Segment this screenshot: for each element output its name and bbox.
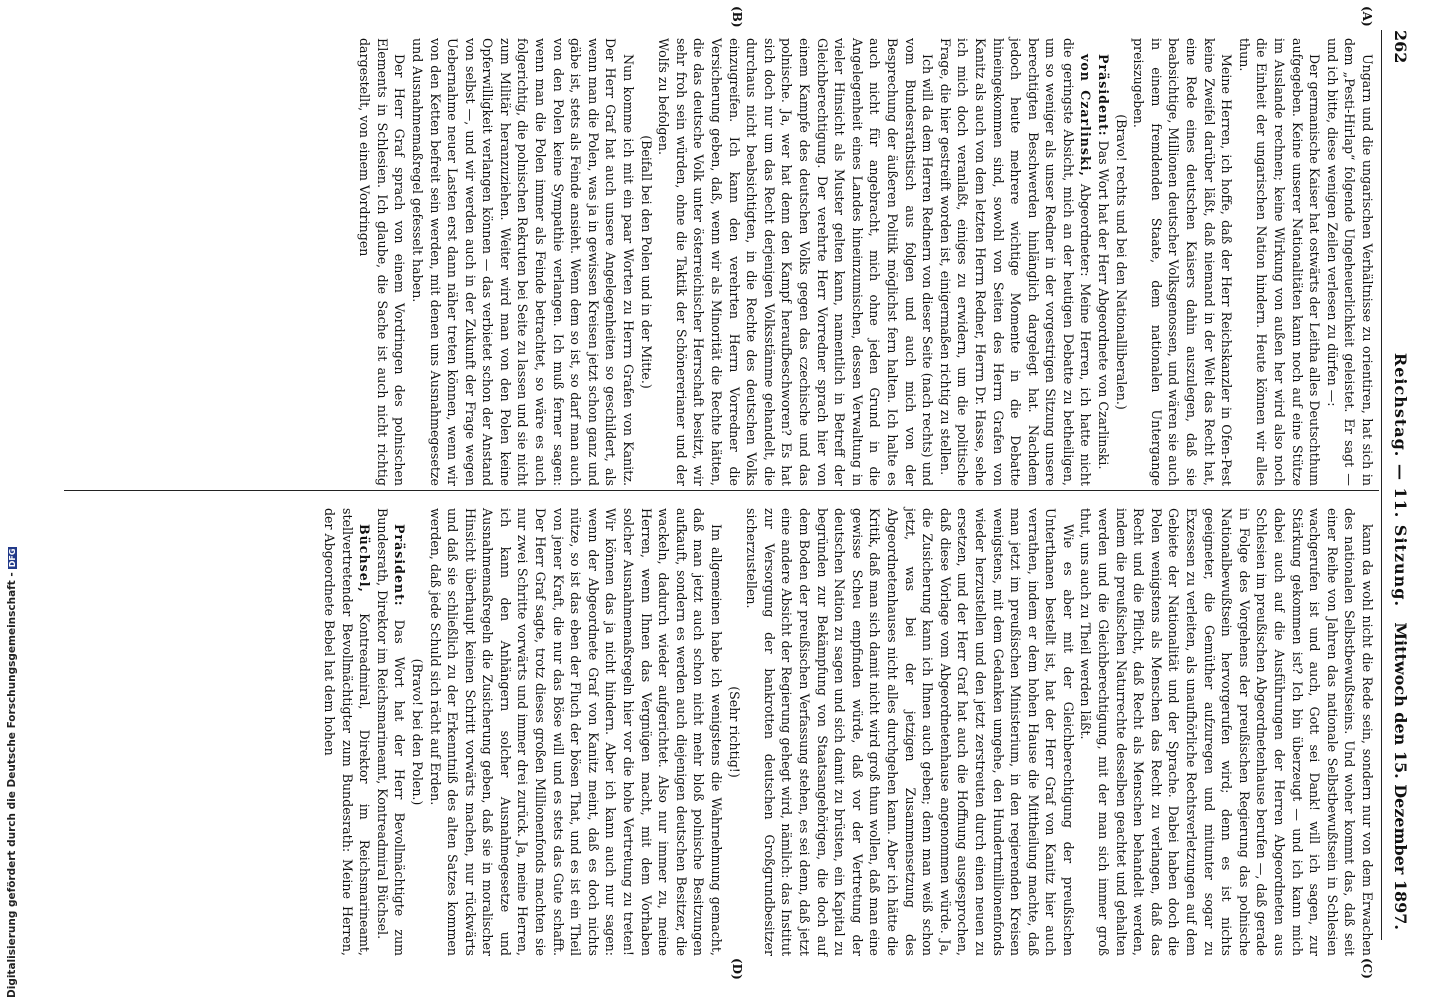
paragraph xyxy=(1323,38,1376,486)
paragraph-text: Wie es aber mit der Gleichberechtigung der preußischen Unterthanen bestellt ist, hat der Herr Graf von Kanitz hier auch verrathen, indem er dem hohen Hause die Mittheilung machte, daß man jetzt im preußischen Ministerium, in den regierenden Kreisen wenigstens, mit dem Gedanken umgehe, den Hundertmillionenfonds wieder herzustellen und den jetzt zerstreuten durch einen neuen zu ersetzen, und der Herr Graf hat auch die Hoffnung ausgesprochen, daß diese Vorlage vom Abgeordnetenhause angenommen würde. Ja, die Zusicherung kann ich Ihnen auch geben; denn man weiß schon jetzt, was bei der jetzigen Zusammensetzung des Abgeordnetenhauses nicht alles durchgehen kann. Aber ich hätte die Kritik, daß man sich damit nicht wird groß thun wollen, daß man eine gewisse Scheu empfinden würde, daß vor der Vertretung der deutschen Nation zu sagen und sich damit zu brüsten, ein Kapital zu begründen zur Bekämpfung von Staatsangehörigen, die doch auf dem Boden der preußischen Verfassung stehen, es sei denn, daß jetzt eine andere Absicht der Regierung gehegt wird, nämlich: das Institut zur Versorgung der bankrotten deutschen Großgrundbesitzer sicherzustellen. xyxy=(744,508,1076,956)
paragraph xyxy=(1130,38,1236,486)
speaker-name: Präsident: xyxy=(392,524,408,607)
paragraph xyxy=(1235,38,1323,486)
left-column xyxy=(356,38,1376,486)
right-column xyxy=(320,508,1376,956)
paragraph-text: Kontreadmiral, Direktor im Reichsmarineamt, stellvertretender Bevollmächtigter zum Bundesrath: Meine Herren, der Abgeordnete Bebel hat dem hohen xyxy=(321,508,373,956)
running-title: Reichstag. — 11. Sitzung. xyxy=(1391,352,1410,608)
paragraph-text: Abgeordneter: Meine Herren, ich hatte nicht die geringste Absicht, mich an der heutigen Debatte zu betheiligen, um so weniger als unser Redner in der vorgestrigen Sitzung unsere berechtigten Beschwerden hinlänglich dargelegt hat. Nachdem jedoch heute mehrere wichtige Momente in die Debatte hineingekommen sind, sowohl von Seiten des Herrn Grafen von Kanitz als auch von dem letzten Herrn Redner, Herrn Dr. Hasse, sehe ich mich doch veranlaßt, einiges zu erwidern, um die politische Frage, die hier gestreift worden ist, einigermaßen richtig zu stellen. xyxy=(937,38,1094,486)
paragraph-text: (Sehr richtig!) xyxy=(726,686,742,778)
paragraph-text: (Beifall bei den Polen und in der Mitte.) xyxy=(638,135,654,389)
margin-letter-b: (B) xyxy=(730,6,744,28)
paragraph-text: Das Wort hat der Herr Bevollmächtigte zum Bundesrath, Direktor im Reichsmarineamt, Kontreadmiral Büchsel. xyxy=(374,508,408,956)
paragraph-text: (Bravo! bei den Polen.) xyxy=(409,658,425,806)
footer-text: Digitalisierung gefördert durch die Deutsche Forschungsgemeinschaft - xyxy=(6,572,18,998)
paragraph-text: (Bravo! rechts und bei den Nationalliberalen.) xyxy=(1113,114,1129,410)
paragraph xyxy=(1095,38,1113,486)
paragraph-text: Der Herr Graf sprach von einem Vordringen des polnischen Elements in Schlesien. Ich glaube, die Sache ist auch nicht richtig dargestellt, von einem Vordringen xyxy=(357,38,408,486)
paragraph-text: Ich will da dem Herren Rednern von dieser Seite (nach rechts) und vom Bundesrathstisch aus folgen und auch mich von der Besprechung der äußeren Politik möglichst fern halten. Ich halte es auch nicht für angebracht, mich ohne jeden Grund in die Angelegenheit eines Landes hineinzumischen, dessen Verwaltung in vieler Hinsicht als Muster gelten kann, namentlich in Betreff der Gleichberechtigung. Der verehrte Herr Vorredner sprach hier von einem Kampfe des deutschen Volks gegen das czechische und das polnische. Ja, wer hat denn den Kampf heraufbeschworen? Es hat sich doch nur um das Recht derjenigen Volksstämme gehandelt, die durchaus nicht beabsichtigten, in die Rechte des deutschen Volks einzugreifen. Ich kann den verehrten Herrn Vorredner die Versicherung geben, daß, wenn wir als Minorität die Rechte hätten, die das deutsche Volk unter österreichischer Herrschaft besitzt, wir sehr froh sein würden, ohne die Taktik der Schönererianer und der Wolfs zu befolgen. xyxy=(656,38,936,486)
stage-direction xyxy=(725,508,743,956)
margin-letter-a: (A) xyxy=(1360,6,1374,27)
paragraph xyxy=(356,38,409,486)
margin-letter-d: (D) xyxy=(730,958,744,980)
column-divider xyxy=(64,490,1379,491)
margin-letter-c: (C) xyxy=(1360,958,1374,979)
paragraph-text: Das Wort hat der Herr Abgeordnete von Czarlinski. xyxy=(1096,140,1112,470)
speaker-name: von Czarlinski, xyxy=(1078,54,1094,177)
paragraph xyxy=(655,38,937,486)
paragraph-text: Nun komme ich mit ein paar Worten zu Herrn Grafen von Kanitz. Der Herr Graf hat auch unsere Angelegenheiten so geschildert, als wenn man die Polen, was ja in gewissen Kreisen jetzt schon ganz und gäbe ist, stets als Feinde ansieht. Wenn dem so ist, so darf man auch von den Polen keine Sympathie verlangen. Ich muß ferner sagen: wenn man die Polen immer als Feinde betrachtet, so wäre es auch folgerichtig, die polnischen Rekruten bei Seite zu lassen und sie nicht zum Militär heranzuziehen. Weiter wird man von den Polen keine Opferwilligkeit verlangen können — das verbietet schon der Anstand von selbst —, und wir werden auch in der Zukunft der Frage wegen Uebernahme neuer Lasten erst dann näher treten können, wenn wir von den Ketten befreit sein werden, mit denen uns Ausnahmegesetze und Ausnahmemaßregel gefesselt haben. xyxy=(409,38,637,486)
paragraph xyxy=(320,508,373,956)
paragraph-text: kann da wohl nicht die Rede sein, sondern nur von dem Erwachen des nationalen Selbstbewußtseins. Und woher kommt das, daß seit einer Reihe von Jahren das nationale Selbstbewußtsein in Schlesien wachgerufen ist und auch, Gott sei Dank! will ich sagen, zur Stärkung gekommen ist? Ich bin überzeugt — und ich kann mich dabei auch auf die Ausführungen der Herren Abgeordneten aus Schlesien im preußischen Abgeordnetenhause berufen —, daß gerade in Folge des Vorgehens der preußischen Regierung das polnische Nationalbewußtsein hervorgerufen wird; denn es ist nichts geeigneter, die Gemüther aufzuregen und mitunter sogar zu Exzessen zu verleiten, als unaufhörliche Rechtsverletzungen auf dem Gebiete der Nationalität und der Sprache. Dabei haben doch die Polen wenigstens als Menschen das Recht zu verlangen, daß das Recht und die Pflicht, daß Recht als Menschen behandelt werden, indem die preußischen Naturrechte desselben geachtet und gehalten werden und die Gleichberechtigung, mit der man sich immer groß thut, uns auch zu Theil werden läßt. xyxy=(1078,508,1375,956)
paragraph xyxy=(1077,508,1376,956)
paragraph xyxy=(743,508,1077,956)
session-date: Mittwoch den 15. Dezember 1897. xyxy=(1391,622,1410,930)
paragraph-text: Ungarn und die ungarischen Verhältnisse zu orientiren, hat sich in dem „Pesti-Hirlap“ folgende Ungeheuerlichkeit geleistet. Er sagt — und ich bitte, diese wenigen Zeilen verlesen zu dürfen —: xyxy=(1324,38,1375,486)
stage-direction xyxy=(408,508,426,956)
stage-direction xyxy=(1112,38,1130,486)
dfg-logo: DFG xyxy=(8,548,17,568)
paragraph xyxy=(936,38,1094,486)
paragraph-text: Im allgemeinen habe ich wenigstens die Wahrnehmung gemacht, daß man jetzt auch schon nicht mehr bloß polnische Besitzungen aufkauft, sondern es werden auch diejenigen deutschen Besitzer, die wackeln, dadurch wieder aufgerichtet. Also nur immer zu, meine Herren, wenn Ihnen das Vergnügen macht, mit dem Vorhaben solcher Ausnahmemaßregeln hier vor die hohe Vertretung zu treten! Wir können das ja nicht hindern. Aber ich kann auch nur sagen: wenn der Abgeordnete Graf von Kanitz meint, daß es doch nichts nütze, so ist das eben der Fluch der bösen That, und es ist ein Theil von jener Kraft, die nur das Böse will und es stets das Gute schafft. Der Herr Graf sagte, trotz dieses großen Millionenfonds machten sie nur zwei Schritte vorwärts und immer drei zurück. Ja, meine Herren, ich kann den Anhängern solcher Ausnahmegesetze und Ausnahmemaßregeln die Zusicherung geben, daß sie in moralischer Hinsicht überhaupt keinen Schritt vorwärts machen, nur rückwärts und daß sie schließlich zu der Erkenntniß des alten Satzes kommen werden, daß jede Schuld sich rächt auf Erden. xyxy=(427,508,725,956)
speaker-name: Präsident: xyxy=(1096,54,1112,137)
paragraph-text: Meine Herren, ich hoffe, daß der Herr Reichskanzler in Ofen-Pest keine Zweifel darüber läßt, daß niemand in der Welt das Recht hat, eine Rede eines deutschen Kaisers dahin auszulegen, daß sie beabsichtige, Millionen deutscher Volksgenossen, und wären sie auch in einem fremdenden Staate, dem nationalen Untergange preiszugeben. xyxy=(1131,38,1235,486)
stage-direction xyxy=(637,38,655,486)
paragraph xyxy=(408,38,637,486)
paragraph xyxy=(426,508,725,956)
page-number: 262 xyxy=(1391,30,1410,64)
header-rule xyxy=(1381,30,1382,940)
paragraph xyxy=(373,508,408,956)
running-header xyxy=(1382,30,1410,930)
footer-credit xyxy=(6,547,18,998)
paragraph-text: Der germanische Kaiser hat ostwärts der Leitha alles Deutschthum aufgegeben. Keine unserer Nationalitäten kann noch auf eine Stütze im Auslande rechnen; keine Wirkung von außen her wird also noch die Einheit der ungarischen Nation hindern. Heute können wir alles thun. xyxy=(1236,38,1323,486)
speaker-name: Büchsel, xyxy=(357,524,373,593)
